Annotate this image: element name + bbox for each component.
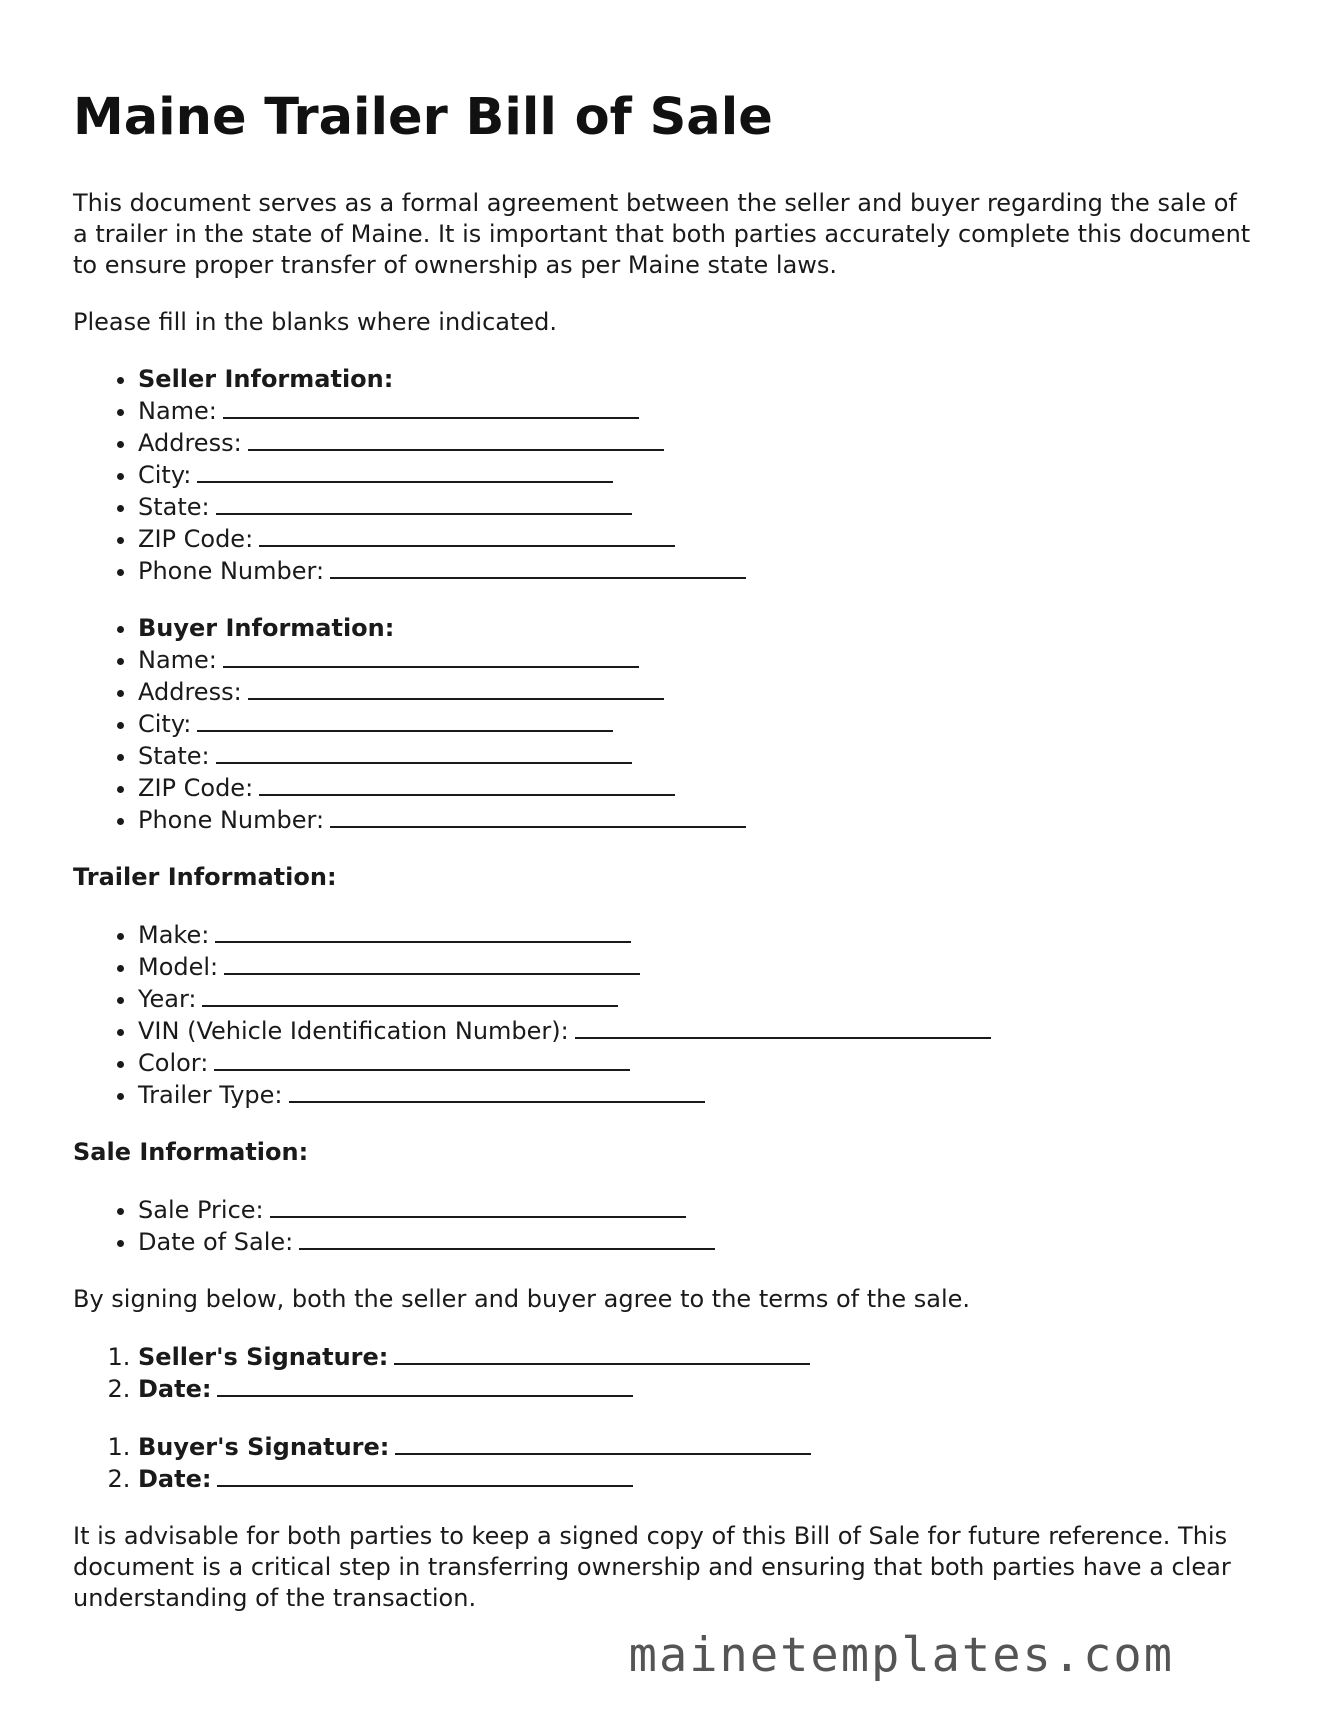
buyer-signature-date-field[interactable] [217,1463,633,1487]
trailer-year-field[interactable] [202,983,618,1007]
seller-address-field[interactable] [248,427,664,451]
page-title: Maine Trailer Bill of Sale [73,88,773,147]
buyer-address-item: • Address: [138,676,1253,708]
sale-date-field[interactable] [299,1226,715,1250]
seller-phone-field[interactable] [330,555,746,579]
intro-paragraph: This document serves as a formal agreement between the seller and buyer regarding the sale of a trailer in the state of Maine. It is important that both parties accurately complete this document to ensure proper transfer of ownership as per Maine state laws. [73,189,1251,279]
buyer-state-item: • State: [138,740,1253,772]
trailer-vin-field[interactable] [575,1015,991,1039]
trailer-model-item: • Model: [138,951,1253,983]
buyer-signature-field[interactable] [395,1431,811,1455]
sale-price-item: • Sale Price: [138,1194,1253,1226]
buyer-info-heading: • Buyer Information: [138,613,1253,644]
buyer-signature-list [73,1431,1253,1495]
sale-info-heading: Sale Information: [73,1138,309,1166]
seller-info-list [73,364,1253,587]
agreement-text: By signing below, both the seller and buyer agree to the terms of the sale. [73,1285,970,1313]
seller-state-field[interactable] [216,491,632,515]
document-page [73,88,1253,1640]
seller-signature-field[interactable] [394,1341,810,1365]
buyer-city-field[interactable] [197,708,613,732]
seller-name-field[interactable] [223,395,639,419]
buyer-city-item: • City: [138,708,1253,740]
seller-info-heading: • Seller Information: [138,364,1253,395]
trailer-year-item: • Year: [138,983,1253,1015]
seller-signature-list [73,1341,1253,1405]
buyer-name-item: • Name: [138,644,1253,676]
trailer-model-field[interactable] [224,951,640,975]
seller-zip-field[interactable] [259,523,675,547]
buyer-date-item: 2. Date: [138,1463,1253,1495]
seller-address-item: • Address: [138,427,1253,459]
buyer-info-list [73,613,1253,836]
sale-info-list [73,1194,1253,1258]
buyer-state-field[interactable] [216,740,632,764]
trailer-make-field[interactable] [215,919,631,943]
buyer-phone-field[interactable] [330,804,746,828]
instruction-text: Please fill in the blanks where indicated. [73,308,558,336]
trailer-type-item: • Trailer Type: [138,1079,1253,1111]
buyer-phone-item: • Phone Number: [138,804,1253,836]
trailer-info-list [73,919,1253,1111]
trailer-vin-item: • VIN (Vehicle Identification Number): [138,1015,1253,1047]
buyer-zip-item: • ZIP Code: [138,772,1253,804]
seller-phone-item: • Phone Number: [138,555,1253,587]
seller-signature-date-field[interactable] [217,1373,633,1397]
sale-price-field[interactable] [270,1194,686,1218]
trailer-type-field[interactable] [289,1079,705,1103]
buyer-zip-field[interactable] [259,772,675,796]
buyer-signature-item: 1. Buyer's Signature: [138,1431,1253,1463]
seller-date-item: 2. Date: [138,1373,1253,1405]
watermark: mainetemplates.com [628,1628,1174,1683]
seller-name-item: • Name: [138,395,1253,427]
seller-signature-item: 1. Seller's Signature: [138,1341,1253,1373]
closing-paragraph: It is advisable for both parties to keep a signed copy of this Bill of Sale for future reference. This document is a critical step in transferring ownership and ensuring that both parties have a clear understanding of the transaction. [73,1522,1231,1612]
trailer-make-item: • Make: [138,919,1253,951]
seller-city-field[interactable] [197,459,613,483]
sale-date-item: • Date of Sale: [138,1226,1253,1258]
trailer-color-field[interactable] [214,1047,630,1071]
seller-zip-item: • ZIP Code: [138,523,1253,555]
seller-city-item: • City: [138,459,1253,491]
buyer-address-field[interactable] [248,676,664,700]
trailer-color-item: • Color: [138,1047,1253,1079]
trailer-info-heading: Trailer Information: [73,863,337,891]
buyer-name-field[interactable] [223,644,639,668]
seller-state-item: • State: [138,491,1253,523]
